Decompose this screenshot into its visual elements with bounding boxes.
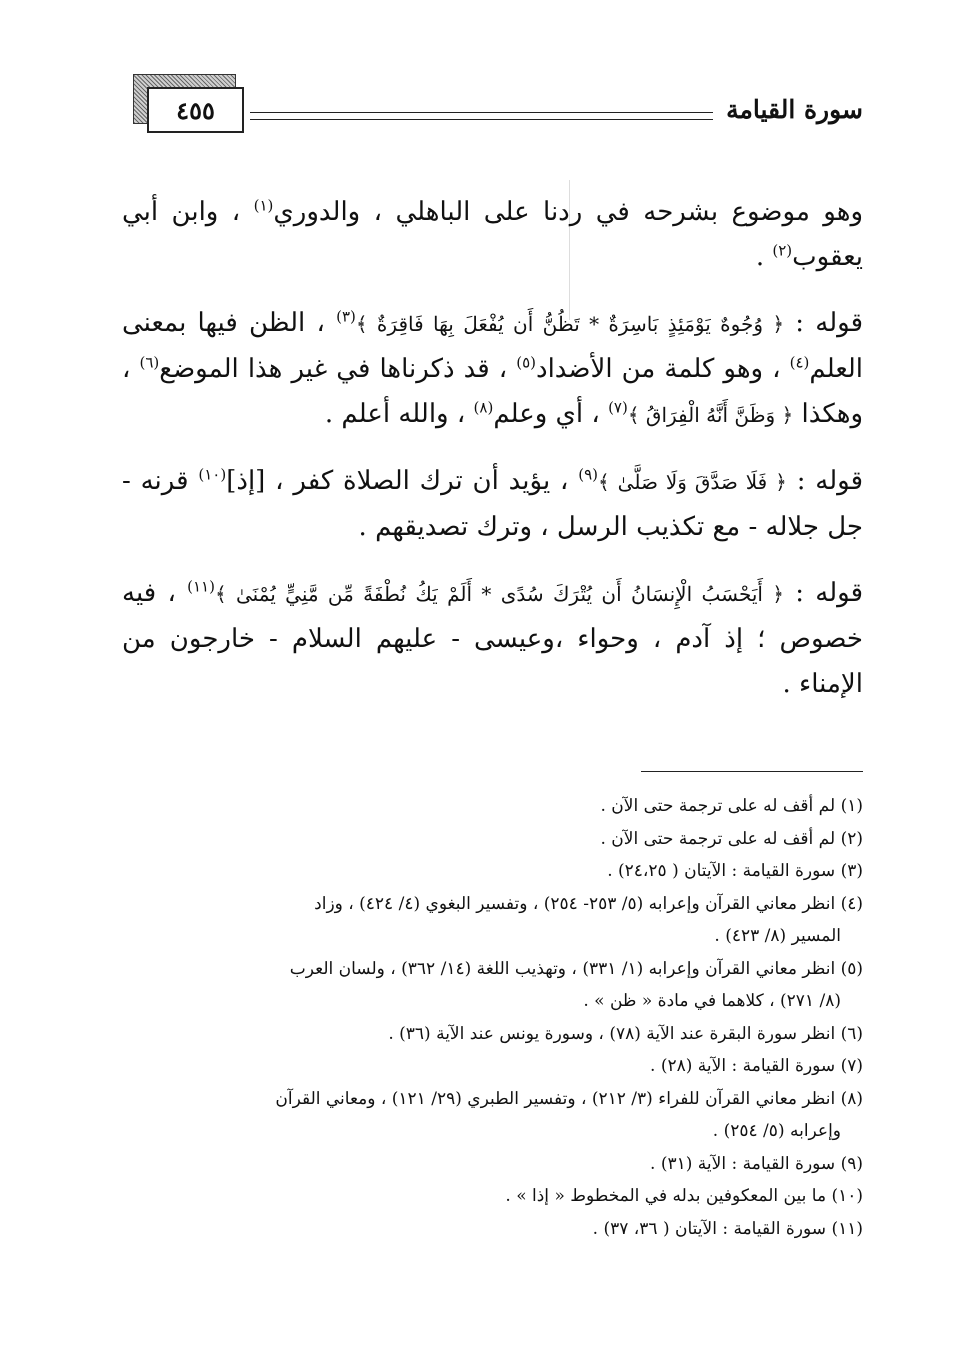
quran-quote: ﴿ وُجُوهٌ يَوْمَئِذٍ بَاسِرَةٌ * تَظُنُّ أَن يُفْعَلَ بِهَا فَاقِرَةٌ ﴾ (355, 312, 785, 336)
footnote-ref: (١٠) (198, 465, 227, 484)
footnote-4-continued: المسير (٨/ ٤٢٣) . (714, 926, 841, 946)
text-segment: ، وهكذا (122, 354, 863, 429)
footnote-9: (٩) سورة القيامة : الآية (٣١) . (650, 1153, 863, 1174)
footnote-ref: (٨) (473, 398, 494, 417)
text-segment: ، فيه خصوص ؛ إذ آدم ، وحواء ،وعيسى - عليهم السلام - خارجون من الإمناء . (122, 578, 863, 699)
paragraph-2 (122, 301, 863, 438)
text-segment: وهو موضوع بشرحه في ردنا على الباهلي ، والدوري (273, 197, 863, 227)
footnote-separator (641, 771, 863, 772)
text-segment: ، يؤيد أن ترك الصلاة كفر ، (265, 466, 579, 496)
footnote-ref: (٧) (608, 398, 628, 417)
footnote-ref: (١١) (187, 577, 215, 596)
text-segment: ، وابن أبي يعقوب (122, 197, 863, 272)
paragraph-3 (122, 459, 863, 550)
bracketed-insertion: [إذ] (226, 466, 266, 496)
footnote-ref: (٦) (139, 353, 160, 372)
footnote-5: (٥) انظر معاني القرآن وإعرابه (١/ ٣٣١) ، وتهذيب اللغة (١٤/ ٣٦٢) ، ولسان العرب (289, 958, 863, 979)
footnote-6: (٦) انظر سورة البقرة عند الآية (٧٨) ، وسورة يونس عند الآية (٣٦) . (388, 1023, 863, 1044)
quran-quote: ﴿ فَلَا صَدَّقَ وَلَا صَلَّىٰ ﴾ (598, 470, 787, 494)
text-segment: قرنه - جل جلاله - مع تكذيب الرسل ، وترك تصديقهم . (122, 466, 863, 542)
footnote-11: (١١) سورة القيامة : الآيتان ( ٣٦، ٣٧) . (592, 1218, 863, 1239)
footnotes-section (122, 790, 863, 1245)
footnote-ref: (٣) (336, 307, 356, 326)
footnote-8: (٨) انظر معاني القرآن للفراء (٣/ ٢١٢) ، وتفسير الطبري (٢٩/ ١٢١) ، ومعاني القرآن (275, 1088, 863, 1109)
text-segment: قوله : (786, 466, 863, 496)
paragraph-4 (122, 571, 863, 707)
text-segment: . (755, 242, 773, 272)
footnote-ref: (٤) (789, 353, 810, 372)
text-segment: ، قد ذكرناها في غير هذا الموضع (159, 354, 517, 384)
page-number: ٤٥٥ (176, 95, 215, 125)
quran-quote: ﴿ أَيَحْسَبُ الْإِنسَانُ أَن يُتْرَكَ سُدًى * أَلَمْ يَكُ نُطْفَةً مِّن مَّنِيٍّ يُمْنَىٰ ﴾ (214, 582, 785, 606)
footnote-7: (٧) سورة القيامة : الآية (٢٨) . (650, 1056, 863, 1076)
footnote-ref: (١) (253, 196, 274, 215)
footnote-5-continued: (٨/ ٢٧١) ، كلاهما في مادة « ظن » . (583, 991, 841, 1011)
footnote-ref: (٥) (516, 353, 536, 372)
main-body-text (122, 190, 863, 728)
paragraph-1 (122, 190, 863, 280)
quran-quote: ﴿ وَظَنَّ أَنَّهُ الْفِرَاقُ ﴾ (627, 403, 794, 427)
footnote-8-continued: وإعرابه (٥/ ٢٥٤) . (712, 1121, 841, 1141)
footnote-3: (٣) سورة القيامة : الآيتان ( ٢٤،٢٥) . (607, 861, 863, 881)
header-double-rule (250, 112, 713, 120)
footnote-ref: (٢) (772, 241, 793, 260)
footnote-ref: (٩) (578, 465, 599, 484)
text-segment: ، أي وعلم (493, 399, 609, 429)
footnote-2: (٢) لم أقف له على ترجمة حتى الآن . (600, 828, 863, 849)
footnote-4: (٤) انظر معاني القرآن وإعرابه (٥/ ٢٥٣- ٢٥٤) ، وتفسير البغوي (٤/ ٤٢٤) ، وزاد (314, 893, 863, 914)
page-number-box (147, 87, 244, 133)
footnote-1: (١) لم أقف له على ترجمة حتى الآن . (600, 796, 863, 816)
text-segment: ، والله أعلم . (324, 399, 474, 429)
text-segment: ، الظن فيها بمعنى العلم (122, 308, 864, 384)
running-header-title: سورة القيامة (726, 95, 863, 124)
text-segment: قوله : (784, 308, 863, 338)
footnote-10: (١٠) ما بين المعكوفين بدله في المخطوط « إذا » . (505, 1186, 863, 1206)
text-segment: قوله : (784, 578, 863, 608)
text-segment: ، وهو كلمة من الأضداد (535, 354, 790, 384)
